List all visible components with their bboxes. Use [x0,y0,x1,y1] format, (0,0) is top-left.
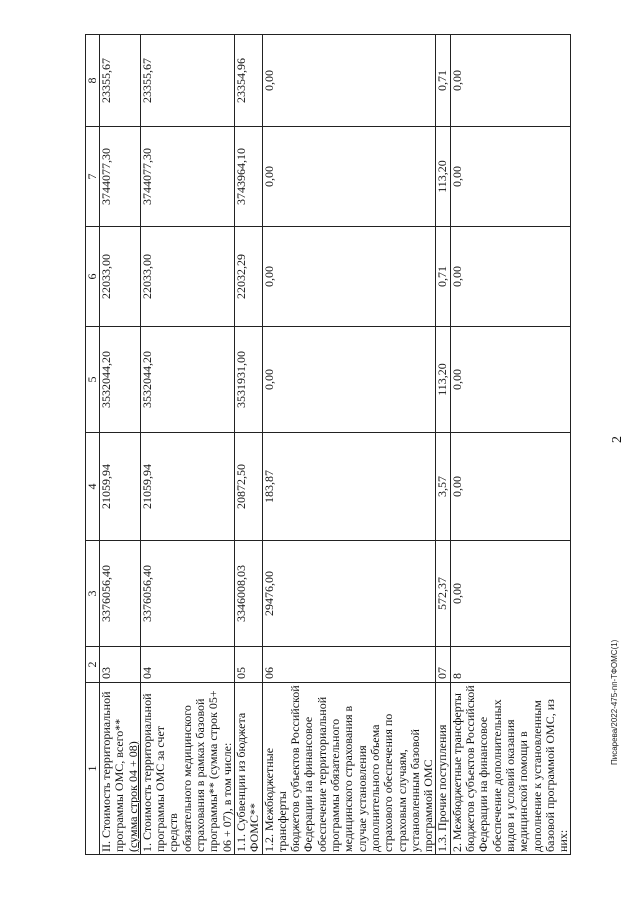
table-row [436,35,450,855]
column-header: 8 [86,35,100,127]
financing-table [85,34,571,855]
value-cell: 3532044,20 [100,327,141,433]
value-cell: 22032,29 [234,227,262,327]
value-cell: 0,00 [262,227,436,327]
value-cell: 21059,94 [140,433,234,541]
column-header: 4 [86,433,100,541]
page-number: 2 [610,436,625,443]
value-cell: 183,87 [262,433,436,541]
column-header: 7 [86,127,100,227]
row-name-cell [450,683,571,855]
row-name-line: обеспечение территориальной [314,696,329,852]
value-cell: 22033,00 [100,227,141,327]
value-cell: 3743964,10 [234,127,262,227]
row-name-line: базовой программой ОМС, из [542,699,557,852]
row-name-line: ФОМС** [247,803,262,852]
row-name-cell [100,683,141,855]
column-header: 6 [86,227,100,327]
column-header: 3 [86,541,100,647]
row-name-line: (сумма строк 04 + 08) [125,741,140,852]
row-name-cell [262,683,436,855]
value-cell: 3531931,00 [234,327,262,433]
value-cell: 20872,50 [234,433,262,541]
row-name-line: случае установления [354,745,369,852]
value-cell: 0,00 [450,433,571,541]
row-name-line: них: [556,829,571,852]
row-name-line: II. Стоимость территориальной [99,691,113,852]
row-name-line: Федерации на финансовое [476,716,491,852]
value-cell: 3376056,40 [100,541,141,647]
row-name-line: обязательного медицинского [179,705,194,852]
value-cell: 0,00 [262,327,436,433]
value-cell: 0,00 [450,541,571,647]
table-row [450,35,571,855]
value-cell: 23355,67 [100,35,141,127]
column-header: 5 [86,327,100,433]
column-header-row [86,35,100,855]
document-stamp: Писарева/2022-475-пп-ТФОМС(1) [610,639,619,765]
value-cell: 3376056,40 [140,541,234,647]
row-code-cell: 8 [450,647,571,683]
value-cell: 113,20 [436,327,450,433]
row-code-cell: 04 [140,647,234,683]
value-cell: 23355,67 [140,35,234,127]
table-row [262,35,436,855]
row-name-line: программы обязательного [328,718,343,852]
row-name-line: бюджетов субъектов Российской [463,685,478,852]
row-name-line: программы ОМС, всего** [112,718,127,852]
value-cell: 3532044,20 [140,327,234,433]
row-name-line: страхового обеспечения по [381,713,396,852]
column-header: 1 [86,683,100,855]
row-name-cell [234,683,262,855]
value-cell: 3744077,30 [140,127,234,227]
value-cell: 29476,00 [262,541,436,647]
value-cell: 0,00 [450,327,571,433]
value-cell: 3346008,03 [234,541,262,647]
row-name-line: 1.1. Субвенции из бюджета [233,712,248,852]
value-cell: 0,71 [436,35,450,127]
row-name-cell [436,683,450,855]
value-cell: 0,00 [262,127,436,227]
value-cell: 0,71 [436,227,450,327]
row-code-cell: 03 [100,647,141,683]
value-cell: 0,00 [450,227,571,327]
row-code-cell: 06 [262,647,436,683]
row-name-line: 1.3. Прочие поступления [435,724,450,852]
row-name-line: медицинской помощи в [516,731,531,852]
row-name-line: Федерации на финансовое [301,716,316,852]
row-name-line: медицинского страхования в [341,705,356,852]
row-name-cell [140,683,234,855]
row-name-line: дополнительного объема [367,724,382,852]
value-cell: 572,37 [436,541,450,647]
row-name-line: 2. Межбюджетные трансферты [449,693,464,852]
table-row [140,35,234,855]
value-cell: 21059,94 [100,433,141,541]
table-row [100,35,141,855]
value-cell: 0,00 [450,127,571,227]
column-header: 2 [86,647,100,683]
row-name-line: программой ОМС [421,759,436,852]
row-name-line: обеспечение дополнительных [489,699,504,852]
row-name-line: страховым случаям, [394,749,409,852]
value-cell: 22033,00 [140,227,234,327]
row-code-cell: 05 [234,647,262,683]
financing-table-container [85,35,589,855]
value-cell: 113,20 [436,127,450,227]
row-name-line: программы** (сумма строк 05+ [206,690,221,852]
value-cell: 0,00 [262,35,436,127]
value-cell: 3744077,30 [100,127,141,227]
row-name-line: 06 + 07), в том числе: [219,742,234,852]
row-name-line: бюджетов субъектов Российской [288,685,303,852]
row-name-line: страхования в рамках базовой [193,698,208,852]
row-name-line: программы ОМС за счет средств [153,725,181,852]
row-name-line: 1.2. Межбюджетные трансферты [261,747,289,852]
row-name-line: установленным базовой [407,729,422,852]
row-name-line: дополнение к установленным [529,700,544,852]
table-row [234,35,262,855]
row-name-line: 1. Стоимость территориальной [139,693,154,852]
value-cell: 23354,96 [234,35,262,127]
value-cell: 3,57 [436,433,450,541]
value-cell: 0,00 [450,35,571,127]
row-name-line: видов и условий оказания [502,719,517,852]
row-code-cell: 07 [436,647,450,683]
